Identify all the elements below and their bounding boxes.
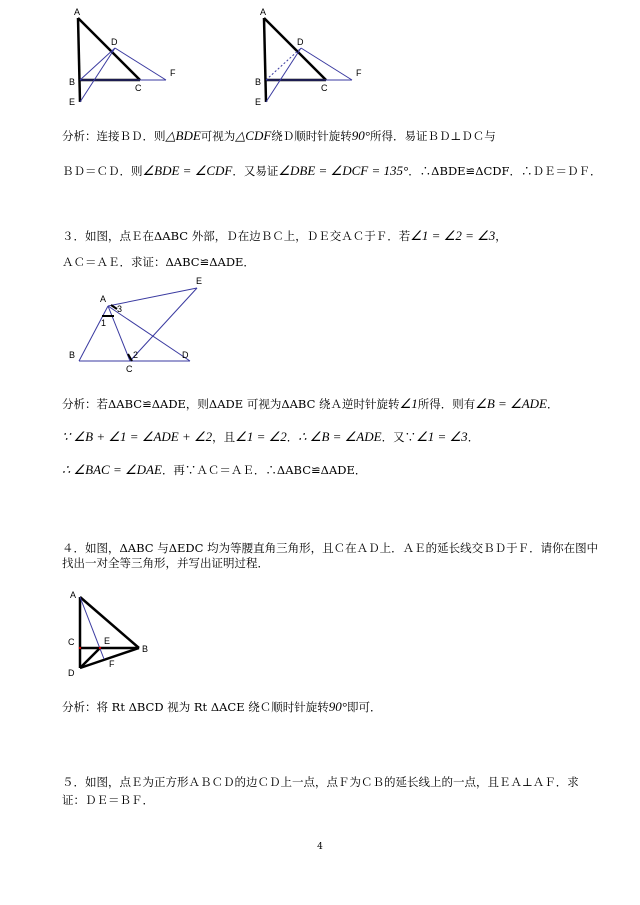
analysis4-line: 分析：将 Rt ΔBCD 视为 Rt ΔACE 绕Ｃ顺时针旋转90°即可． — [62, 699, 382, 714]
figure-3 — [62, 272, 212, 377]
fig3-label-3: 3 — [117, 304, 123, 314]
fig1a-label-E: E — [69, 97, 76, 107]
analysis3-line3: ∴ ∠BAC = ∠DAE．再∵ＡＣ＝ＡＥ．∴ΔABC≌ΔADE． — [62, 462, 367, 477]
problem4-line1: ４．如图，ΔABC 与ΔEDC 均为等腰直角三角形，且Ｃ在ＡＤ上．ＡＥ的延长线交ＢＤ于Ｆ．请你在图中 — [62, 541, 599, 555]
fig4-label-D: D — [68, 668, 75, 678]
fig1a-label-C: C — [135, 83, 142, 93]
fig1b-label-E: E — [255, 97, 262, 107]
fig3-label-A: A — [100, 294, 107, 304]
fig1a-label-B: B — [69, 77, 76, 87]
fig1a-label-F: F — [170, 68, 176, 78]
page-number: 4 — [317, 842, 323, 852]
fig4-label-E: E — [104, 636, 111, 646]
fig1b-label-A: A — [260, 7, 267, 17]
analysis3-line1: 分析：若ΔABC≌ΔADE，则ΔADE 可视为ΔABC 绕Ａ逆时针旋转∠1所得．则有∠B = ∠ADE． — [62, 396, 559, 411]
problem4-line2: 找出一对全等三角形，并写出证明过程． — [62, 556, 269, 570]
fig3-label-2: 2 — [133, 350, 139, 360]
fig3-label-C: C — [126, 364, 133, 374]
problem5-line2: 证：ＤＥ＝ＢＦ． — [62, 793, 154, 807]
analysis2-line1: 分析：连接ＢＤ．则△BDE可视为△CDF绕Ｄ顺时针旋转90°所得．易证ＢＤ⊥ＤＣ与 — [62, 128, 496, 143]
figure-1a — [62, 5, 187, 113]
fig1b-label-D: D — [297, 37, 304, 47]
fig3-label-D: D — [182, 350, 189, 360]
fig3-label-B: B — [69, 350, 76, 360]
fig4-label-B: B — [142, 644, 149, 654]
fig4-label-F: F — [109, 659, 115, 669]
fig1b-label-B: B — [255, 77, 262, 87]
analysis3-line2: ∵ ∠B + ∠1 = ∠ADE + ∠2，且∠1 = ∠2．∴ ∠B = ∠ADE．又∵∠1 = ∠3． — [62, 429, 480, 444]
fig1b-label-C: C — [321, 83, 328, 93]
problem5-line1: ５．如图，点Ｅ为正方形ＡＢＣＤ的边ＣＤ上一点，点Ｆ为ＣＢ的延长线上的一点，且ＥＡ⊥ＡＦ．求 — [62, 775, 579, 789]
problem3-line2: ＡＣ＝ＡＥ．求证：ΔABC≌ΔADE． — [62, 255, 255, 269]
analysis2-line2: ＢＤ＝ＣＤ．则∠BDE = ∠CDF．又易证∠DBE = ∠DCF = 135°．∴ΔBDE≌ΔCDF．∴ＤＥ＝ＤＦ． — [62, 163, 602, 178]
fig1a-label-D: D — [111, 37, 118, 47]
fig4-label-A: A — [70, 590, 77, 600]
fig3-label-E: E — [196, 276, 203, 286]
fig4-label-C: C — [68, 637, 75, 647]
fig1a-label-A: A — [74, 7, 81, 17]
figure-1b — [248, 5, 373, 113]
fig1b-label-F: F — [356, 68, 362, 78]
problem3-line1: ３．如图，点Ｅ在ΔABC 外部，Ｄ在边ＢＣ上，ＤＥ交ＡＣ于Ｆ．若∠1 = ∠2 = ∠3， — [62, 228, 507, 243]
fig3-label-1: 1 — [101, 318, 107, 328]
figure-4 — [62, 588, 157, 683]
